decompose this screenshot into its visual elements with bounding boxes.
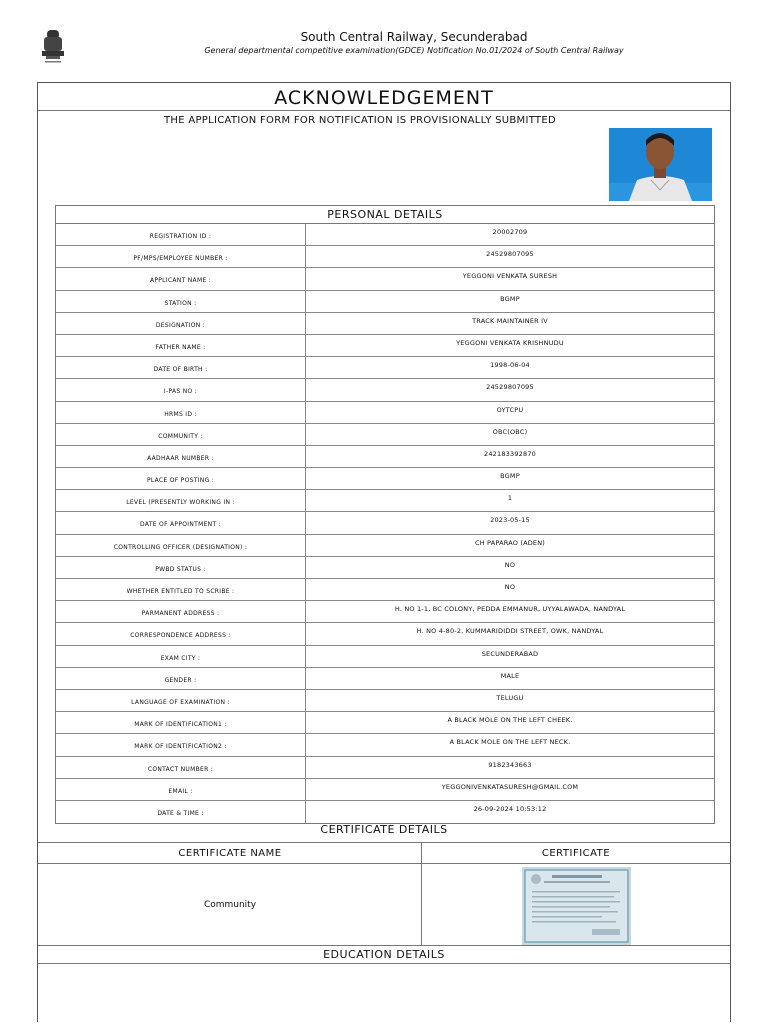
field-label: PF/MPS/EMPLOYEE NUMBER :	[56, 246, 306, 267]
page-title: ACKNOWLEDGEMENT	[274, 87, 494, 109]
notification-text: General departmental competitive examination(GDCE) Notification No.01/2024 of South Central Railway	[204, 46, 624, 55]
field-label: DATE OF APPOINTMENT :	[56, 512, 306, 533]
field-value: 24529807095	[486, 383, 534, 392]
table-row	[56, 757, 714, 779]
table-row	[56, 801, 714, 823]
certificate-name-header: CERTIFICATE NAME	[38, 843, 422, 864]
field-value: OYTCPU	[496, 405, 524, 414]
field-value: 24529807095	[486, 250, 534, 259]
field-value: H. NO 1-1, BC COLONY, PEDDA EMMANUR, UYYALAWADA, NANDYAL	[394, 605, 626, 614]
field-label: APPLICANT NAME :	[56, 268, 306, 289]
divider	[38, 110, 730, 111]
field-value: YEGGONI VENKATA SURESH	[462, 272, 558, 281]
table-row	[56, 601, 714, 623]
field-value: CH PAPARAO (ADEN)	[474, 538, 546, 547]
organization-name: South Central Railway, Secunderabad	[300, 30, 528, 44]
field-value: MALE	[500, 671, 520, 680]
table-row	[56, 246, 714, 268]
table-row	[56, 623, 714, 645]
table-row	[56, 557, 714, 579]
field-value: NO	[504, 583, 516, 591]
field-label: LEVEL (PRESENTLY WORKING IN :	[56, 490, 306, 511]
submission-status: THE APPLICATION FORM FOR NOTIFICATION IS PROVISIONALLY SUBMITTED	[164, 115, 556, 126]
table-row	[56, 712, 714, 734]
field-value: BGMP	[500, 294, 520, 303]
field-value: A BLACK MOLE ON THE LEFT CHEEK.	[447, 716, 573, 725]
table-row	[56, 379, 714, 401]
table-row	[56, 579, 714, 601]
field-label: COMMUNITY :	[56, 424, 306, 445]
table-row	[56, 535, 714, 557]
table-row	[56, 291, 714, 313]
field-label: HRMS ID :	[56, 402, 306, 423]
field-value: YEGGONI VENKATA KRISHNUDU	[456, 338, 564, 347]
certificate-name: Community	[203, 900, 257, 910]
field-label: GENDER :	[56, 668, 306, 689]
table-row	[56, 468, 714, 490]
field-value: OBC(OBC)	[492, 427, 528, 436]
table-row	[56, 268, 714, 290]
field-value: YEGGONIVENKATASURESH@GMAIL.COM	[441, 782, 579, 791]
field-value: 26-09-2024 10:53:12	[473, 804, 547, 813]
field-label: EMAIL :	[56, 779, 306, 800]
field-label: FATHER NAME :	[56, 335, 306, 356]
acknowledgement-frame	[37, 82, 731, 1022]
field-label: PARMANENT ADDRESS :	[56, 601, 306, 622]
table-row	[56, 512, 714, 534]
field-label: EXAM CITY :	[56, 646, 306, 667]
field-value: NO	[504, 560, 516, 569]
field-value: 2023-05-15	[490, 516, 530, 525]
field-label: CONTROLLING OFFICER (DESIGNATION) :	[56, 535, 306, 556]
applicant-photo	[609, 128, 712, 201]
table-row	[56, 490, 714, 512]
field-label: DATE OF BIRTH :	[56, 357, 306, 378]
field-label: REGISTRATION ID :	[56, 224, 306, 245]
personal-details-rows	[56, 224, 714, 823]
table-row	[56, 424, 714, 446]
table-row	[56, 335, 714, 357]
certificate-image[interactable]	[522, 867, 631, 945]
field-value: 1	[507, 494, 513, 503]
field-value: TELUGU	[496, 693, 524, 702]
field-label: DESIGNATION :	[56, 313, 306, 334]
field-value: 9182343663	[488, 760, 532, 769]
certificate-header: CERTIFICATE	[422, 843, 730, 864]
personal-details-table	[55, 205, 715, 824]
table-row	[56, 690, 714, 712]
field-label: AADHAAR NUMBER :	[56, 446, 306, 467]
field-label: MARK OF IDENTIFICATION1 :	[56, 712, 306, 733]
field-label: LANGUAGE OF EXAMINATION :	[56, 690, 306, 711]
field-value: H. NO 4-80-2, KUMMARIDIDDI STREET, OWK, NANDYAL	[416, 627, 604, 636]
certificate-details-title: CERTIFICATE DETAILS	[320, 823, 448, 836]
table-row	[56, 646, 714, 668]
personal-details-title: PERSONAL DETAILS	[56, 206, 714, 224]
table-row	[56, 779, 714, 801]
table-row	[56, 357, 714, 379]
field-label: CORRESPONDENCE ADDRESS :	[56, 623, 306, 644]
table-row	[56, 734, 714, 756]
table-row	[56, 313, 714, 335]
field-label: PWBD STATUS :	[56, 557, 306, 578]
table-row	[56, 446, 714, 468]
field-label: STATION :	[56, 291, 306, 312]
table-row	[56, 668, 714, 690]
table-row	[56, 224, 714, 246]
field-value: 1998-06-04	[490, 361, 530, 370]
certificate-table	[38, 842, 730, 946]
table-row	[56, 402, 714, 424]
field-label: DATE & TIME :	[56, 801, 306, 823]
field-value: BGMP	[500, 472, 520, 481]
field-label: I-PAS NO :	[56, 379, 306, 400]
field-value: 242183392870	[483, 449, 537, 458]
field-label: CONTACT NUMBER :	[56, 757, 306, 778]
field-value: TRACK MAINTAINER IV	[472, 316, 548, 325]
page-header	[0, 0, 768, 80]
field-label: MARK OF IDENTIFICATION2 :	[56, 734, 306, 755]
field-label: PLACE OF POSTING :	[56, 468, 306, 489]
field-value: A BLACK MOLE ON THE LEFT NECK.	[449, 738, 571, 747]
field-value: 20002709	[492, 228, 528, 236]
education-details-title: EDUCATION DETAILS	[38, 946, 730, 964]
field-label: WHETHER ENTITLED TO SCRIBE :	[56, 579, 306, 600]
field-value: SECUNDERABAD	[481, 649, 539, 658]
